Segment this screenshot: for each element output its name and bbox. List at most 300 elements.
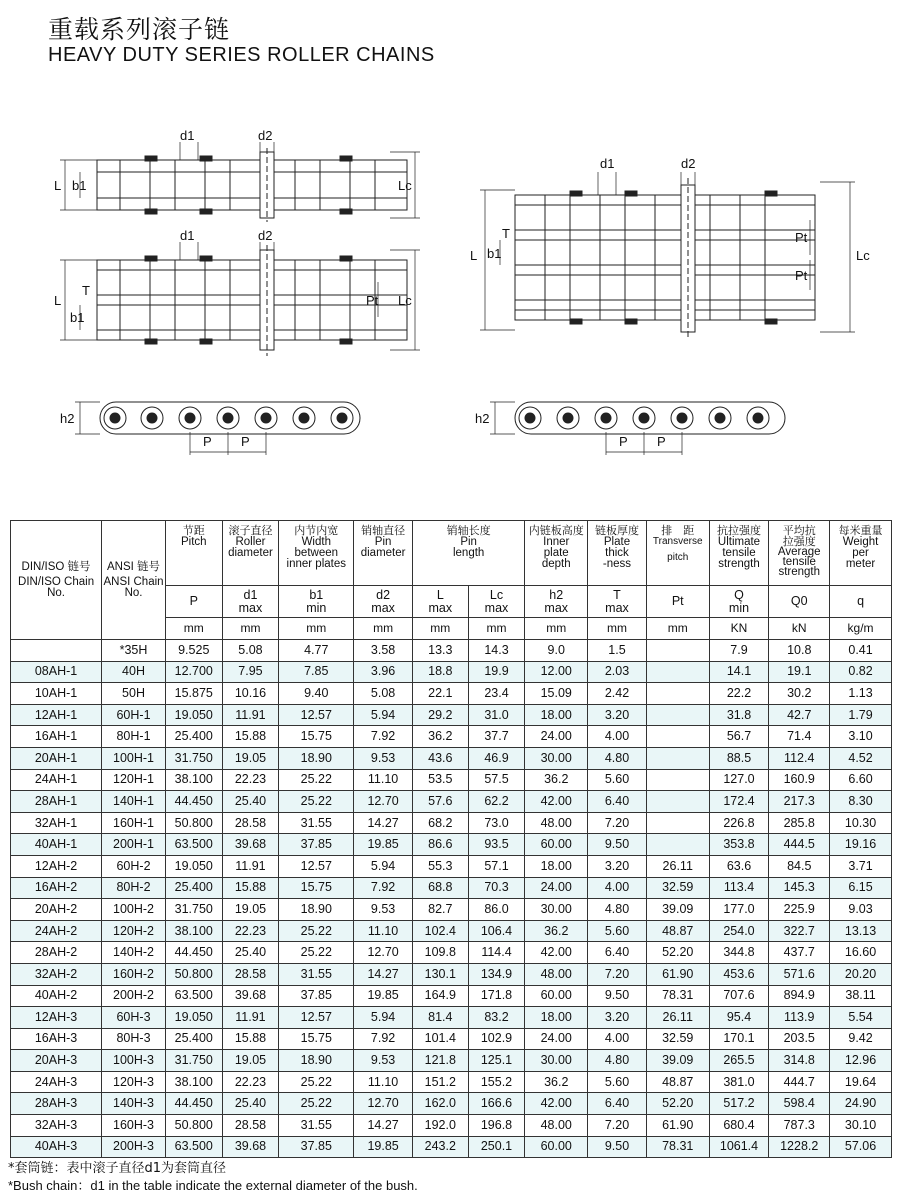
table-cell: 57.5 <box>468 769 525 791</box>
unit-uts: KN <box>709 618 769 640</box>
unit-pitch: mm <box>165 618 222 640</box>
table-cell: 707.6 <box>709 985 769 1007</box>
table-cell: 71.4 <box>769 726 830 748</box>
table-cell: 81.4 <box>412 1007 468 1029</box>
table-cell <box>646 683 709 705</box>
table-cell: 25.22 <box>279 791 354 813</box>
table-cell: 4.80 <box>588 747 647 769</box>
table-cell: 30.00 <box>525 747 588 769</box>
table-cell: 19.05 <box>222 1050 279 1072</box>
table-cell: 10AH-1 <box>11 683 102 705</box>
table-cell: 24.90 <box>830 1093 892 1115</box>
table-cell: 172.4 <box>709 791 769 813</box>
table-cell: 14.27 <box>354 1115 413 1137</box>
table-cell: 30.2 <box>769 683 830 705</box>
table-cell: 4.80 <box>588 1050 647 1072</box>
table-cell: 9.42 <box>830 1028 892 1050</box>
table-cell: 68.8 <box>412 877 468 899</box>
table-cell <box>646 661 709 683</box>
table-cell: 37.7 <box>468 726 525 748</box>
table-cell: 18.90 <box>279 1050 354 1072</box>
table-cell: 15.75 <box>279 1028 354 1050</box>
table-cell: 7.85 <box>279 661 354 683</box>
table-cell: 57.1 <box>468 855 525 877</box>
unit-Lc: mm <box>468 618 525 640</box>
table-cell: 112.4 <box>769 747 830 769</box>
table-cell: 30.10 <box>830 1115 892 1137</box>
table-cell: 1.79 <box>830 704 892 726</box>
table-cell: 4.80 <box>588 899 647 921</box>
label-Lc-duplex: Lc <box>398 293 412 308</box>
header-depth: 内链板高度 Inner plate depth <box>525 521 588 586</box>
table-cell: 3.20 <box>588 704 647 726</box>
label-P-3: P <box>619 434 628 449</box>
table-cell: 19.05 <box>222 899 279 921</box>
table-cell: 19.9 <box>468 661 525 683</box>
table-cell <box>646 726 709 748</box>
table-row <box>11 1028 892 1050</box>
sym-roller: d1 max <box>222 586 279 618</box>
table-cell: 15.88 <box>222 1028 279 1050</box>
table-cell: 24AH-1 <box>11 769 102 791</box>
table-cell: 9.50 <box>588 834 647 856</box>
header-thick: 链板厚度 Plate thick -ness <box>588 521 647 586</box>
table-cell: 106.4 <box>468 920 525 942</box>
table-cell: 134.9 <box>468 963 525 985</box>
table-cell: 444.5 <box>769 834 830 856</box>
table-cell: 314.8 <box>769 1050 830 1072</box>
table-cell: 4.00 <box>588 1028 647 1050</box>
table-cell <box>646 747 709 769</box>
table-cell: 2.03 <box>588 661 647 683</box>
table-cell: 1061.4 <box>709 1136 769 1158</box>
table-cell: 60H-1 <box>102 704 166 726</box>
table-cell: 9.53 <box>354 1050 413 1072</box>
table-cell: 100H-3 <box>102 1050 166 1072</box>
unit-width: mm <box>279 618 354 640</box>
table-cell: 680.4 <box>709 1115 769 1137</box>
table-cell: 203.5 <box>769 1028 830 1050</box>
table-cell: 40AH-1 <box>11 834 102 856</box>
table-cell: 160H-2 <box>102 963 166 985</box>
simplex-side-view <box>75 402 360 455</box>
table-cell: 6.60 <box>830 769 892 791</box>
chain-diagrams <box>0 120 900 480</box>
table-cell: 11.10 <box>354 920 413 942</box>
table-cell: 37.85 <box>279 1136 354 1158</box>
table-cell: 95.4 <box>709 1007 769 1029</box>
table-cell: 73.0 <box>468 812 525 834</box>
table-cell: 44.450 <box>165 791 222 813</box>
table-cell: 37.85 <box>279 834 354 856</box>
table-row <box>11 834 892 856</box>
table-cell: *35H <box>102 640 166 662</box>
table-cell: 12.57 <box>279 704 354 726</box>
table-cell: 19.85 <box>354 985 413 1007</box>
table-cell: 120H-3 <box>102 1071 166 1093</box>
table-cell: 40AH-3 <box>11 1136 102 1158</box>
table-cell: 164.9 <box>412 985 468 1007</box>
table-cell: 7.95 <box>222 661 279 683</box>
table-cell: 12.70 <box>354 942 413 964</box>
table-row <box>11 704 892 726</box>
table-cell: 6.40 <box>588 942 647 964</box>
table-row <box>11 1007 892 1029</box>
table-cell: 44.450 <box>165 1093 222 1115</box>
label-b1-triplex: b1 <box>487 246 502 261</box>
table-cell: 250.1 <box>468 1136 525 1158</box>
table-cell: 50.800 <box>165 963 222 985</box>
table-cell: 19.85 <box>354 834 413 856</box>
table-cell: 68.2 <box>412 812 468 834</box>
table-cell: 3.58 <box>354 640 413 662</box>
table-cell: 11.10 <box>354 1071 413 1093</box>
unit-pindia: mm <box>354 618 413 640</box>
table-cell: 25.22 <box>279 1071 354 1093</box>
table-cell: 39.09 <box>646 1050 709 1072</box>
table-cell: 13.3 <box>412 640 468 662</box>
table-cell: 53.5 <box>412 769 468 791</box>
table-cell <box>646 834 709 856</box>
table-cell: 16AH-1 <box>11 726 102 748</box>
table-row <box>11 1050 892 1072</box>
table-cell: 38.11 <box>830 985 892 1007</box>
table-cell: 39.09 <box>646 899 709 921</box>
table-cell: 11.10 <box>354 769 413 791</box>
table-cell: 2.42 <box>588 683 647 705</box>
table-cell: 40AH-2 <box>11 985 102 1007</box>
table-cell: 52.20 <box>646 942 709 964</box>
label-L-duplex: L <box>54 293 62 308</box>
table-cell: 12.00 <box>525 661 588 683</box>
table-cell: 80H-2 <box>102 877 166 899</box>
table-cell: 160.9 <box>769 769 830 791</box>
label-P-1: P <box>203 434 212 449</box>
label-T-triplex: T <box>502 226 510 241</box>
header-trans: 排 距 Transverse pitch <box>646 521 709 586</box>
table-cell: 254.0 <box>709 920 769 942</box>
table-cell: 170.1 <box>709 1028 769 1050</box>
header-pitch: 节距 Pitch <box>165 521 222 586</box>
table-cell: 48.87 <box>646 920 709 942</box>
table-row <box>11 1115 892 1137</box>
table-cell: 24.00 <box>525 726 588 748</box>
table-cell: 30.00 <box>525 1050 588 1072</box>
table-cell: 226.8 <box>709 812 769 834</box>
table-cell: 19.050 <box>165 704 222 726</box>
unit-thick: mm <box>588 618 647 640</box>
header-width: 内节内宽 Width between inner plates <box>279 521 354 586</box>
table-cell: 24AH-2 <box>11 920 102 942</box>
table-cell: 9.03 <box>830 899 892 921</box>
table-cell: 353.8 <box>709 834 769 856</box>
table-cell: 12.70 <box>354 1093 413 1115</box>
table-cell: 16.60 <box>830 942 892 964</box>
table-cell: 80H-1 <box>102 726 166 748</box>
table-cell: 26.11 <box>646 1007 709 1029</box>
table-cell: 1.13 <box>830 683 892 705</box>
label-b1-duplex: b1 <box>70 310 85 325</box>
table-cell: 5.94 <box>354 704 413 726</box>
sym-uts: Q min <box>709 586 769 618</box>
table-cell: 5.60 <box>588 769 647 791</box>
table-cell: 121.8 <box>412 1050 468 1072</box>
table-cell: 3.20 <box>588 1007 647 1029</box>
table-cell: 43.6 <box>412 747 468 769</box>
table-cell: 140H-3 <box>102 1093 166 1115</box>
table-cell: 12.70 <box>354 791 413 813</box>
table-cell: 19.05 <box>222 747 279 769</box>
unit-trans: mm <box>646 618 709 640</box>
table-cell: 7.20 <box>588 1115 647 1137</box>
table-cell: 127.0 <box>709 769 769 791</box>
table-cell: 437.7 <box>769 942 830 964</box>
simplex-top-view <box>60 142 420 222</box>
sym-thick: T max <box>588 586 647 618</box>
table-cell: 48.87 <box>646 1071 709 1093</box>
table-cell: 101.4 <box>412 1028 468 1050</box>
table-cell: 42.00 <box>525 942 588 964</box>
table-cell: 24AH-3 <box>11 1071 102 1093</box>
table-cell: 18.8 <box>412 661 468 683</box>
label-d1-triplex: d1 <box>600 156 615 171</box>
table-cell: 3.71 <box>830 855 892 877</box>
table-cell: 225.9 <box>769 899 830 921</box>
label-b1: b1 <box>72 178 87 193</box>
table-cell: 6.15 <box>830 877 892 899</box>
table-cell: 38.100 <box>165 769 222 791</box>
table-cell: 12.57 <box>279 1007 354 1029</box>
table-cell: 14.3 <box>468 640 525 662</box>
table-cell: 3.20 <box>588 855 647 877</box>
table-cell: 9.40 <box>279 683 354 705</box>
table-cell: 70.3 <box>468 877 525 899</box>
label-Pt-triplex-2: Pt <box>795 268 808 283</box>
table-cell: 28.58 <box>222 812 279 834</box>
table-cell: 22.1 <box>412 683 468 705</box>
table-cell: 22.23 <box>222 769 279 791</box>
table-cell: 114.4 <box>468 942 525 964</box>
sym-Lc: Lc max <box>468 586 525 618</box>
table-cell: 39.68 <box>222 985 279 1007</box>
table-cell: 15.88 <box>222 726 279 748</box>
header-weight: 每米重量 Weight per meter <box>830 521 892 586</box>
table-cell: 83.2 <box>468 1007 525 1029</box>
table-cell: 265.5 <box>709 1050 769 1072</box>
table-cell: 14.27 <box>354 812 413 834</box>
table-cell: 23.4 <box>468 683 525 705</box>
table-cell: 14.27 <box>354 963 413 985</box>
label-d2-triplex: d2 <box>681 156 696 171</box>
table-cell: 20AH-2 <box>11 899 102 921</box>
table-cell: 5.60 <box>588 1071 647 1093</box>
table-row <box>11 661 892 683</box>
table-cell: 171.8 <box>468 985 525 1007</box>
table-cell: 322.7 <box>769 920 830 942</box>
table-cell: 13.13 <box>830 920 892 942</box>
label-Pt-duplex: Pt <box>366 293 379 308</box>
unit-L: mm <box>412 618 468 640</box>
table-cell: 598.4 <box>769 1093 830 1115</box>
table-cell: 12.57 <box>279 855 354 877</box>
table-cell: 120H-2 <box>102 920 166 942</box>
table-cell: 60.00 <box>525 985 588 1007</box>
table-cell: 24.00 <box>525 877 588 899</box>
label-L-triplex: L <box>470 248 478 263</box>
table-cell: 1.5 <box>588 640 647 662</box>
header-ats: 平均抗 拉强度 Average tensile strength <box>769 521 830 586</box>
table-cell: 39.68 <box>222 1136 279 1158</box>
table-cell: 177.0 <box>709 899 769 921</box>
table-cell: 15.88 <box>222 877 279 899</box>
table-cell: 3.10 <box>830 726 892 748</box>
table-cell <box>646 704 709 726</box>
label-Lc: Lc <box>398 178 412 193</box>
table-cell: 31.55 <box>279 963 354 985</box>
table-cell: 160H-1 <box>102 812 166 834</box>
table-cell <box>646 812 709 834</box>
table-cell: 25.400 <box>165 726 222 748</box>
table-cell: 16AH-3 <box>11 1028 102 1050</box>
header-ansi: ANSI 链号 ANSI Chain No. <box>102 521 166 640</box>
table-cell <box>646 791 709 813</box>
table-cell: 19.050 <box>165 855 222 877</box>
table-cell: 7.92 <box>354 877 413 899</box>
table-cell: 11.91 <box>222 855 279 877</box>
table-cell: 4.77 <box>279 640 354 662</box>
table-cell: 102.9 <box>468 1028 525 1050</box>
table-cell: 25.40 <box>222 942 279 964</box>
table-cell: 25.22 <box>279 920 354 942</box>
sym-L: L max <box>412 586 468 618</box>
table-cell: 48.00 <box>525 1115 588 1137</box>
table-cell: 102.4 <box>412 920 468 942</box>
table-cell: 50.800 <box>165 812 222 834</box>
table-cell: 25.40 <box>222 791 279 813</box>
table-cell: 20AH-1 <box>11 747 102 769</box>
table-row <box>11 877 892 899</box>
table-cell: 787.3 <box>769 1115 830 1137</box>
table-cell: 55.3 <box>412 855 468 877</box>
table-cell: 31.8 <box>709 704 769 726</box>
table-cell: 32.59 <box>646 1028 709 1050</box>
table-row <box>11 683 892 705</box>
table-cell: 192.0 <box>412 1115 468 1137</box>
sym-pindia: d2 max <box>354 586 413 618</box>
table-cell <box>646 640 709 662</box>
table-row <box>11 812 892 834</box>
table-cell: 9.53 <box>354 899 413 921</box>
table-cell: 42.7 <box>769 704 830 726</box>
table-cell: 36.2 <box>525 1071 588 1093</box>
table-row <box>11 1136 892 1158</box>
header-pinlen: 销轴长度 Pin length <box>412 521 524 586</box>
table-cell: 20AH-3 <box>11 1050 102 1072</box>
table-cell: 453.6 <box>709 963 769 985</box>
unit-roller: mm <box>222 618 279 640</box>
header-uts: 抗拉强度 Ultimate tensile strength <box>709 521 769 586</box>
table-cell: 20.20 <box>830 963 892 985</box>
header-roller: 滚子直径 Roller diameter <box>222 521 279 586</box>
table-cell: 285.8 <box>769 812 830 834</box>
table-cell: 32AH-3 <box>11 1115 102 1137</box>
table-cell: 444.7 <box>769 1071 830 1093</box>
table-cell: 57.6 <box>412 791 468 813</box>
table-cell: 60.00 <box>525 1136 588 1158</box>
table-cell: 61.90 <box>646 963 709 985</box>
label-P-4: P <box>657 434 666 449</box>
table-cell: 22.23 <box>222 1071 279 1093</box>
duplex-side-view <box>490 402 785 455</box>
table-cell: 28.58 <box>222 963 279 985</box>
table-cell <box>646 769 709 791</box>
sym-depth: h2 max <box>525 586 588 618</box>
table-cell: 18.00 <box>525 704 588 726</box>
table-cell: 60H-3 <box>102 1007 166 1029</box>
table-cell: 16AH-2 <box>11 877 102 899</box>
table-cell: 6.40 <box>588 791 647 813</box>
table-row <box>11 985 892 1007</box>
table-row <box>11 791 892 813</box>
table-cell: 57.06 <box>830 1136 892 1158</box>
table-row <box>11 747 892 769</box>
table-cell: 25.400 <box>165 1028 222 1050</box>
table-cell: 25.400 <box>165 877 222 899</box>
table-cell: 162.0 <box>412 1093 468 1115</box>
table-cell: 196.8 <box>468 1115 525 1137</box>
label-h2: h2 <box>60 411 75 426</box>
table-cell: 12AH-2 <box>11 855 102 877</box>
table-cell: 31.750 <box>165 1050 222 1072</box>
table-cell: 31.55 <box>279 1115 354 1137</box>
spec-table-body <box>11 640 892 1158</box>
table-cell: 130.1 <box>412 963 468 985</box>
table-cell: 48.00 <box>525 812 588 834</box>
table-cell: 32.59 <box>646 877 709 899</box>
table-cell: 243.2 <box>412 1136 468 1158</box>
table-cell: 12.96 <box>830 1050 892 1072</box>
label-d2-duplex: d2 <box>258 228 273 243</box>
table-cell: 5.94 <box>354 1007 413 1029</box>
footnote-cn: *套筒链：表中滚子直径d1为套筒直径 <box>8 1161 227 1176</box>
footnote-en: *Bush chain：d1 in the table indicate the external diameter of the bush. <box>8 1178 418 1193</box>
header-din: DIN/ISO 链号 DIN/ISO Chain No. <box>11 521 102 640</box>
page-title-cn: 重载系列滚子链 <box>48 15 231 44</box>
unit-weight: kg/m <box>830 618 892 640</box>
table-cell: 10.16 <box>222 683 279 705</box>
table-row <box>11 920 892 942</box>
table-cell: 50H <box>102 683 166 705</box>
table-cell: 7.20 <box>588 963 647 985</box>
table-cell: 5.08 <box>222 640 279 662</box>
triplex-top-view <box>480 172 855 338</box>
table-cell: 50.800 <box>165 1115 222 1137</box>
table-cell: 4.00 <box>588 726 647 748</box>
label-d1-duplex: d1 <box>180 228 195 243</box>
table-cell: 31.750 <box>165 747 222 769</box>
table-cell: 19.64 <box>830 1071 892 1093</box>
table-cell: 145.3 <box>769 877 830 899</box>
table-cell: 25.22 <box>279 942 354 964</box>
table-cell: 31.55 <box>279 812 354 834</box>
table-cell: 12.700 <box>165 661 222 683</box>
table-cell: 10.30 <box>830 812 892 834</box>
table-cell: 78.31 <box>646 1136 709 1158</box>
table-cell: 82.7 <box>412 899 468 921</box>
table-cell: 15.75 <box>279 726 354 748</box>
table-row <box>11 1093 892 1115</box>
table-cell: 39.68 <box>222 834 279 856</box>
